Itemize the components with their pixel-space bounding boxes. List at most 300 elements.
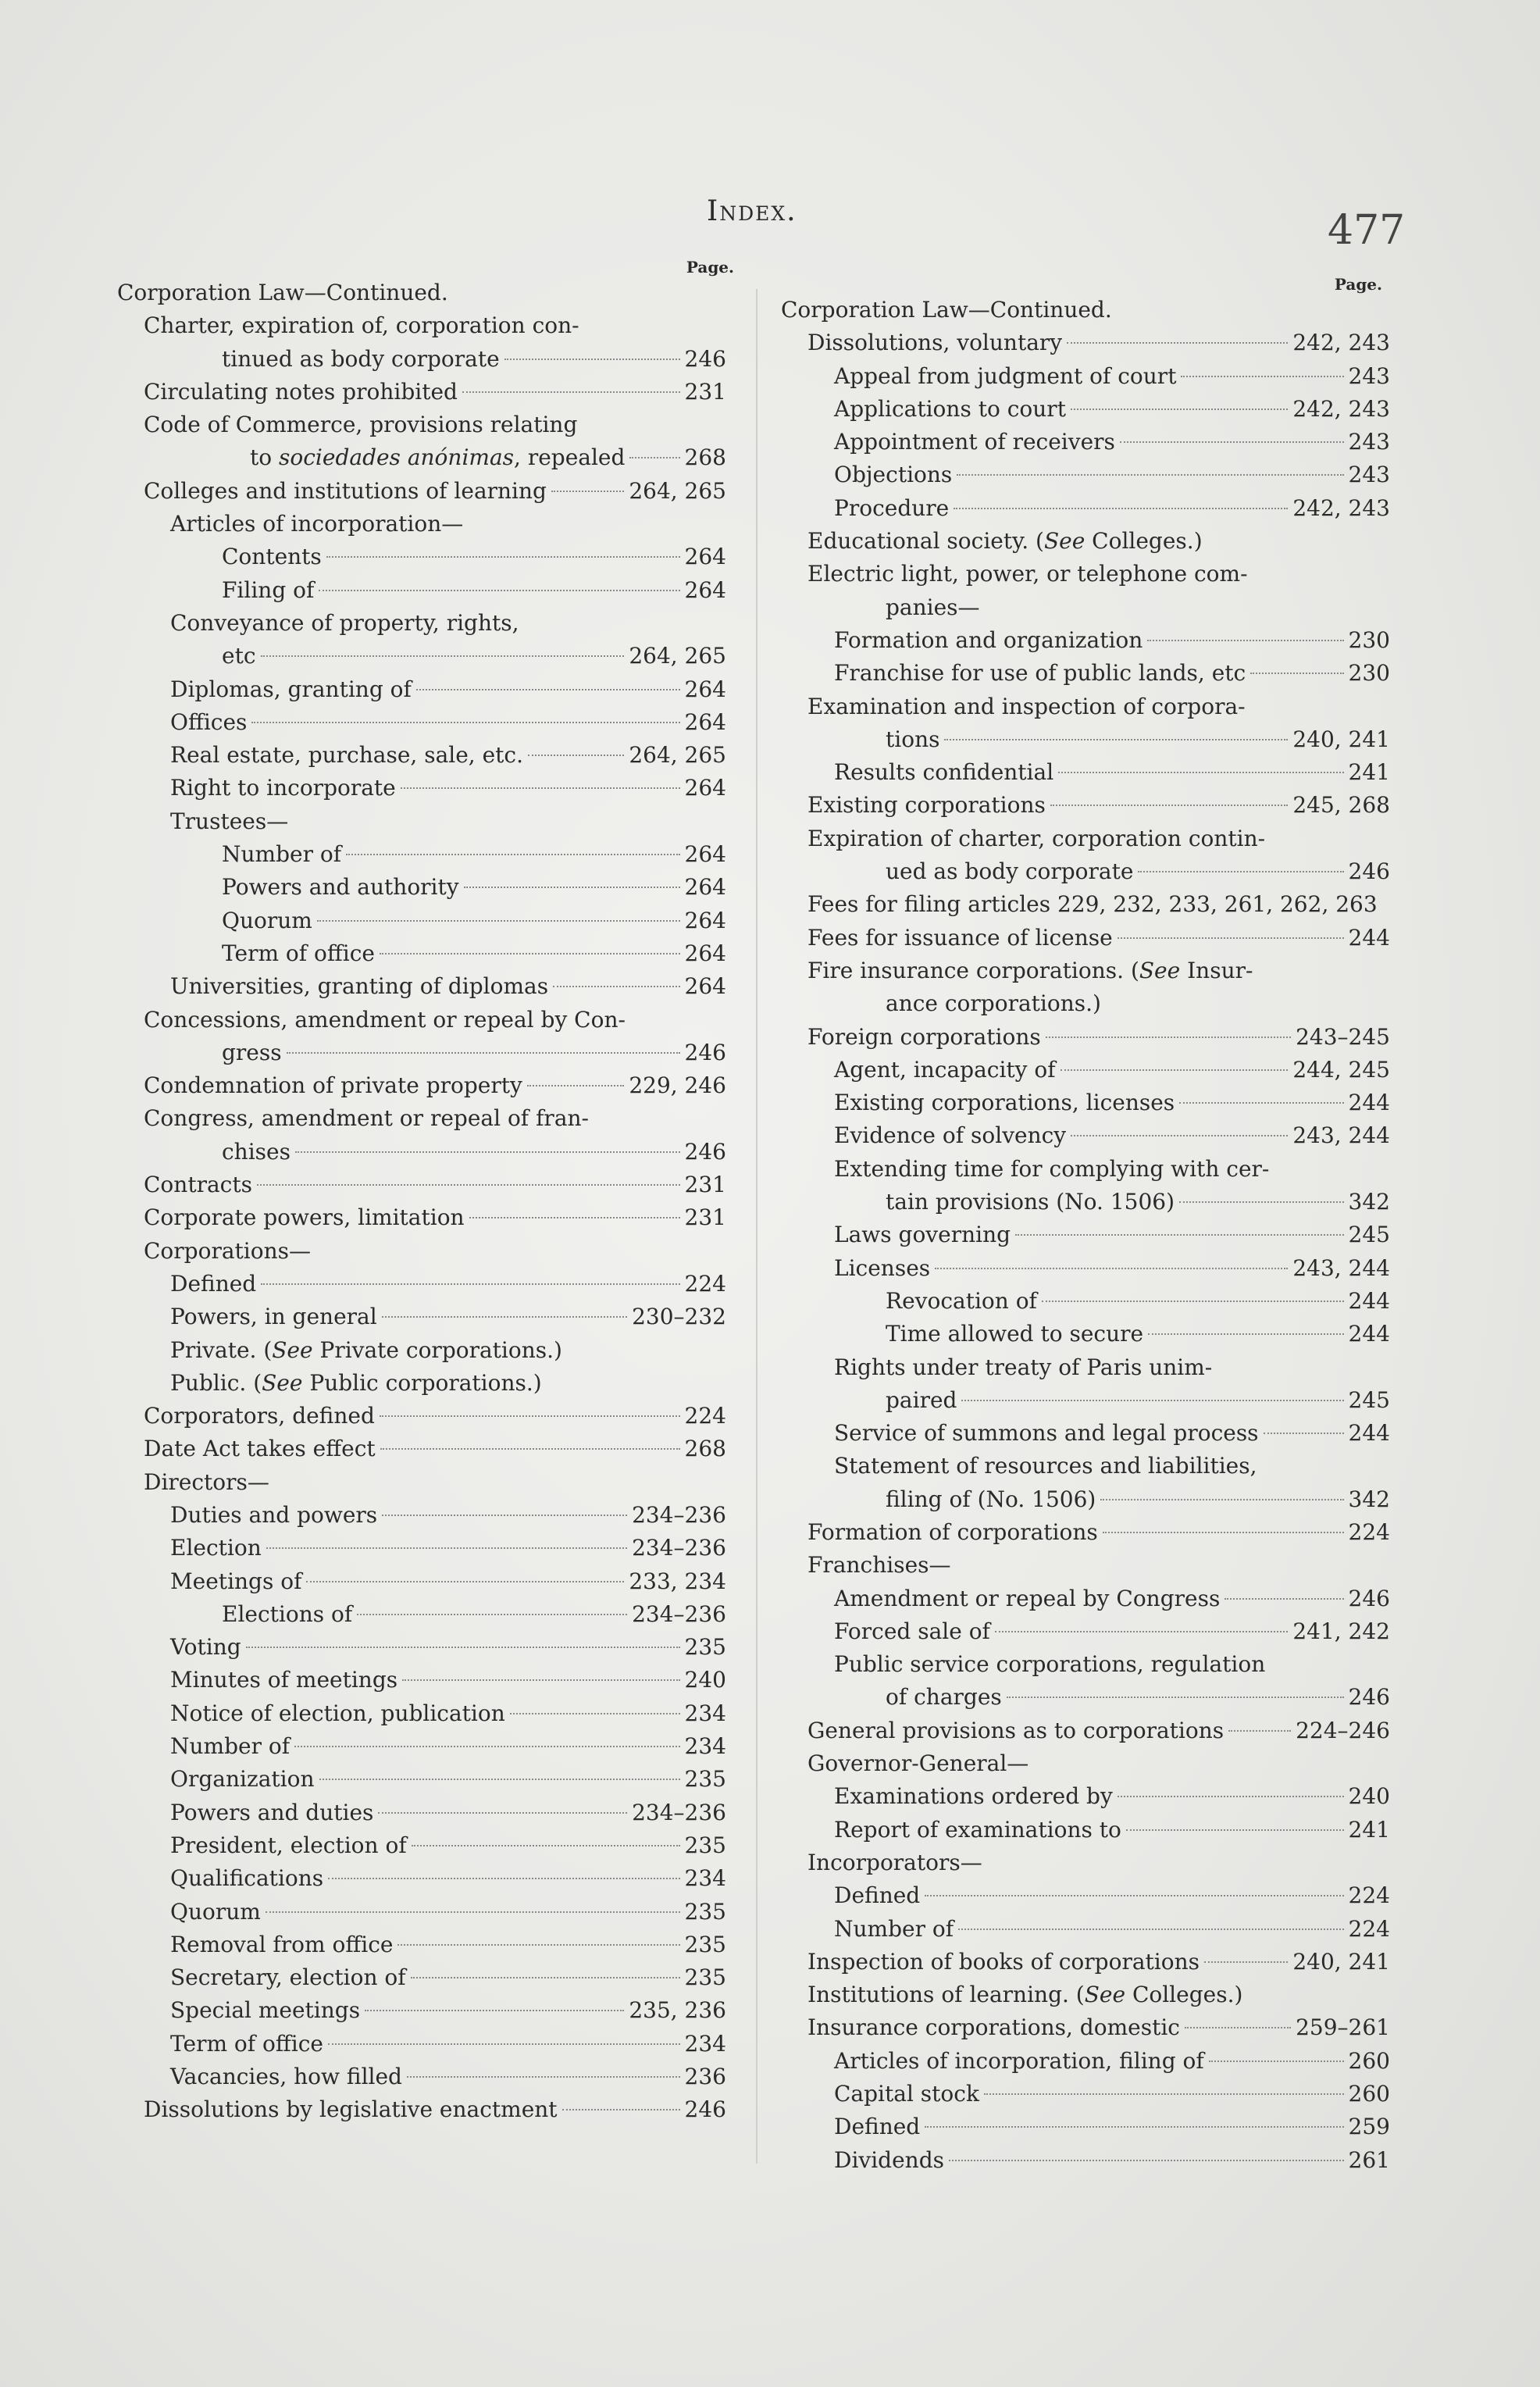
index-entry (781, 1054, 1390, 1086)
entry-text: Articles of incorporation, filing of (834, 2047, 1204, 2074)
index-entry (117, 1466, 726, 1499)
index-entry (781, 1285, 1390, 1318)
index-entry-text (170, 1268, 256, 1301)
dot-leader (551, 491, 624, 492)
page-reference: 231 (684, 1172, 726, 1198)
page-reference: 246 (684, 1138, 726, 1165)
page-reference: 244 (1348, 1090, 1390, 1116)
index-entry (781, 1582, 1390, 1615)
entry-text: Revocation of (886, 1287, 1037, 1314)
index-entry-text (781, 297, 1112, 323)
index-entry-text (170, 1929, 393, 1961)
entry-text: Articles of incorporation— (170, 511, 464, 537)
entry-text: Condemnation of private property (144, 1072, 522, 1099)
index-entry (781, 1946, 1390, 1978)
dot-leader (401, 787, 680, 789)
index-entry (781, 1814, 1390, 1846)
page-reference: 224 (1348, 1518, 1390, 1545)
entry-text: Objections (834, 462, 953, 488)
index-entry (117, 838, 726, 871)
entry-text: Defined (834, 2114, 921, 2140)
index-entry-text (170, 1961, 406, 1994)
page-reference: 245 (1348, 1222, 1390, 1248)
index-entry-text (144, 2093, 558, 2126)
entry-text: Special meetings (170, 1997, 361, 2024)
page-reference: 233, 234 (629, 1568, 726, 1594)
index-entry-text (170, 1370, 542, 1396)
entry-text: Diplomas, granting of (170, 676, 412, 702)
dot-leader (257, 1184, 680, 1186)
entry-text: Notice of election, publication (170, 1700, 505, 1726)
entry-text: Public service corporations, regulation (834, 1651, 1266, 1678)
entry-italic-text: sociedades anónimas (279, 444, 515, 471)
entry-text: Meetings of (170, 1568, 302, 1594)
page-reference: 234 (684, 1733, 726, 1760)
page-reference: 260 (1348, 2081, 1390, 2107)
page-reference: 264 (684, 841, 726, 868)
dot-leader (411, 1977, 680, 1978)
dot-leader (246, 1647, 680, 1648)
index-entry-text (834, 1582, 1220, 1615)
index-entry (781, 2078, 1390, 2110)
entry-text: Licenses (834, 1254, 931, 1281)
index-entry-text (834, 2110, 920, 2143)
index-entry (781, 2045, 1390, 2078)
index-entry-text (834, 2045, 1204, 2078)
page-reference: 236 (684, 2064, 726, 2090)
index-entry (117, 1697, 726, 1730)
index-entry-text (222, 541, 322, 573)
dot-leader (382, 1515, 627, 1516)
dot-leader (382, 1316, 627, 1318)
index-entry (117, 1004, 726, 1037)
entry-text: Institutions of learning. ( (807, 1982, 1085, 2008)
page-reference: 264 (684, 544, 726, 570)
entry-text: Foreign corporations (807, 1023, 1041, 1050)
entry-text: Statement of resources and liabilities, (834, 1453, 1257, 1479)
dot-leader (328, 1878, 679, 1879)
entry-text: Elections of (222, 1600, 353, 1627)
page-reference: 224 (684, 1403, 726, 1429)
page-reference: 224 (684, 1270, 726, 1297)
column-divider (756, 289, 758, 2164)
index-entry (781, 954, 1390, 987)
page-reference: 264, 265 (629, 477, 726, 504)
page-reference: 241 (1348, 1816, 1390, 1843)
entry-text: Franchises— (807, 1552, 951, 1579)
dot-leader (1181, 376, 1343, 377)
index-entry (117, 1201, 726, 1234)
index-entry-text (170, 1896, 261, 1929)
page-reference: 230–232 (632, 1304, 726, 1330)
index-entry (117, 1896, 726, 1929)
dot-leader (326, 556, 680, 558)
index-entry-text (834, 756, 1053, 789)
index-entry-text (170, 1301, 377, 1333)
index-entry-text (222, 1037, 282, 1069)
index-entry (117, 409, 726, 441)
entry-text: Defined (834, 1882, 921, 1909)
index-entry-text (807, 326, 1062, 359)
dot-leader (954, 508, 1288, 509)
index-entry (117, 1994, 726, 2027)
index-entry (781, 756, 1390, 789)
index-entry (117, 574, 726, 607)
index-entry-text (144, 1238, 311, 1264)
index-entry (117, 1069, 726, 1102)
entry-text: Fees for filing articles 229, 232, 233, 261, 262, 263 (807, 891, 1378, 918)
index-entry-text (834, 458, 952, 491)
entry-text: Offices (170, 708, 248, 735)
dot-leader (1225, 1598, 1343, 1600)
index-entry (781, 1780, 1390, 1813)
page-reference: 243 (1348, 362, 1390, 389)
page-reference: 240 (684, 1667, 726, 1693)
page-reference: 245 (1348, 1386, 1390, 1413)
index-entry-text (834, 1453, 1257, 1479)
page-reference: 342 (1348, 1486, 1390, 1512)
dot-leader (1050, 805, 1288, 806)
entry-text: Filing of (222, 576, 315, 603)
index-entry (117, 640, 726, 673)
index-entry-text (170, 673, 412, 706)
entry-text: Voting (170, 1634, 241, 1661)
dot-leader (365, 2010, 624, 2011)
index-entry-text (170, 1994, 360, 2027)
dot-leader (510, 1713, 680, 1714)
index-entry-text (834, 1651, 1265, 1677)
index-entry-text (222, 871, 459, 904)
index-entry (781, 1714, 1390, 1747)
index-entry (117, 2028, 726, 2061)
index-entry (781, 1252, 1390, 1285)
page-number: 477 (1328, 207, 1406, 254)
index-entry (781, 822, 1390, 855)
index-entry-text (807, 1850, 982, 1875)
entry-text: Insurance corporations, domestic (807, 2014, 1180, 2041)
dot-leader (1120, 441, 1344, 443)
entry-text: Trustees— (170, 808, 289, 834)
index-entry-text (807, 891, 1378, 917)
index-entry-text (222, 640, 256, 673)
page-reference: 245, 268 (1292, 792, 1390, 819)
index-entry (117, 937, 726, 970)
entry-text: Franchise for use of public lands, etc (834, 660, 1246, 687)
index-entry (117, 805, 726, 838)
page-reference: 234 (684, 2030, 726, 2057)
index-entry-text (144, 1007, 626, 1033)
entry-text: Capital stock (834, 2081, 979, 2107)
page-reference: 260 (1348, 2047, 1390, 2074)
dot-leader (1204, 1961, 1288, 1963)
dot-leader (1071, 1135, 1288, 1136)
index-entry (117, 772, 726, 805)
page-reference: 235 (684, 1766, 726, 1793)
index-entry-text (807, 1946, 1200, 1978)
entry-text: Expiration of charter, corporation contin- (807, 825, 1266, 851)
dot-leader (295, 1151, 680, 1153)
index-entry-text (807, 1516, 1098, 1549)
entry-text: Term of office (222, 940, 375, 966)
dot-leader (562, 2109, 680, 2110)
page-reference: 246 (684, 1039, 726, 1065)
page-reference: 264 (684, 576, 726, 603)
index-entry (781, 1549, 1390, 1582)
index-entry (781, 723, 1390, 756)
dot-leader (1067, 342, 1288, 344)
page-reference: 230 (1348, 626, 1390, 653)
index-entry-text (250, 441, 625, 474)
entry-text-continued: Public corporations.) (302, 1369, 542, 1396)
index-entry (117, 1235, 726, 1268)
index-entry (117, 1268, 726, 1301)
index-entry-text (886, 1384, 957, 1417)
index-entry-text (170, 1829, 407, 1862)
page-reference: 224 (1348, 1882, 1390, 1909)
index-entry (781, 558, 1390, 591)
index-entry-text (144, 412, 577, 437)
index-entry (117, 739, 726, 772)
page-reference: 240, 241 (1292, 1948, 1390, 1975)
entry-text-continued: Colleges.) (1125, 1982, 1243, 2008)
dot-leader (957, 474, 1343, 476)
entry-text: gress (222, 1039, 282, 1065)
index-entry (117, 1334, 726, 1367)
index-entry-text (170, 1697, 505, 1730)
index-entry-text (834, 1913, 954, 1946)
page-reference: 231 (684, 378, 726, 405)
dot-leader (1147, 640, 1343, 641)
index-entry-text (834, 1814, 1121, 1846)
index-entry (781, 1648, 1390, 1681)
entry-text: Existing corporations (807, 792, 1046, 819)
page-reference: 235 (684, 1964, 726, 1991)
dot-leader (407, 2076, 680, 2078)
index-entry (781, 1615, 1390, 1648)
entry-text: tions (886, 726, 940, 752)
page-reference: 235, 236 (629, 1997, 726, 2024)
page-reference: 241, 242 (1292, 1618, 1390, 1644)
index-entry-text (170, 1565, 301, 1598)
dot-leader (1148, 1333, 1343, 1335)
entry-text-continued: Insur- (1180, 957, 1253, 983)
dot-leader (1061, 1069, 1289, 1071)
page-reference: 235 (684, 1634, 726, 1661)
dot-leader (1250, 673, 1343, 674)
index-entry-text (834, 2078, 979, 2110)
index-entry (781, 922, 1390, 954)
index-entry-text (807, 789, 1046, 822)
page-reference: 240, 241 (1292, 726, 1390, 752)
entry-text: Powers, in general (170, 1304, 377, 1330)
index-entry-text (170, 610, 519, 636)
entry-text: Right to incorporate (170, 775, 396, 801)
dot-leader (527, 1085, 624, 1086)
index-entry-text (170, 1730, 290, 1763)
entry-text: Examinations ordered by (834, 1783, 1113, 1810)
index-entry (781, 888, 1390, 921)
dot-leader (984, 2093, 1344, 2095)
entry-text: etc (222, 643, 256, 669)
dot-leader (287, 1052, 680, 1054)
index-entry (781, 1846, 1390, 1879)
entry-text: tinued as body corporate (222, 345, 500, 372)
entry-text: Concessions, amendment or repeal by Con- (144, 1006, 626, 1033)
dot-leader (412, 1845, 680, 1846)
index-entry (781, 657, 1390, 690)
index-entry (117, 706, 726, 739)
page-reference: 268 (684, 444, 726, 471)
page-reference: 235 (684, 1931, 726, 1957)
entry-text: Organization (170, 1766, 315, 1793)
entry-text: Fire insurance corporations. ( (807, 957, 1139, 983)
entry-text: Powers and duties (170, 1799, 374, 1825)
dot-leader (402, 1679, 679, 1681)
index-entry-text (807, 922, 1113, 954)
page-reference: 234–236 (632, 1535, 726, 1561)
dot-leader (251, 722, 679, 723)
index-entry (117, 475, 726, 508)
entry-italic-text: See (1139, 957, 1181, 983)
dot-leader (1118, 937, 1344, 939)
index-entry-text (807, 528, 1203, 554)
index-entry (781, 1483, 1390, 1516)
index-entry (781, 360, 1390, 393)
page-reference: 264, 265 (629, 643, 726, 669)
entry-text: Evidence of solvency (834, 1122, 1067, 1149)
entry-text: Powers and authority (222, 874, 459, 901)
index-entry (781, 426, 1390, 458)
dot-leader (294, 1746, 679, 1747)
page-reference: 240 (1348, 1783, 1390, 1810)
dot-leader (1103, 1532, 1344, 1533)
page-reference: 243 (1348, 462, 1390, 488)
page-reference: 244, 245 (1292, 1056, 1390, 1083)
index-entry-text (834, 657, 1246, 690)
dot-leader (317, 920, 680, 922)
entry-text: Quorum (222, 907, 312, 933)
dot-leader (380, 1415, 680, 1417)
page-reference: 264 (684, 907, 726, 933)
index-entry-text (834, 1218, 1011, 1251)
entry-text: Qualifications (170, 1865, 324, 1892)
index-entry-text (222, 1136, 291, 1169)
index-entry-text (117, 280, 448, 305)
entry-text: of charges (886, 1684, 1002, 1711)
dot-leader (464, 887, 680, 888)
entry-text: Corporators, defined (144, 1403, 375, 1429)
dot-leader (1179, 1201, 1344, 1203)
page-reference: 234 (684, 1865, 726, 1892)
index-entry (117, 1169, 726, 1201)
entry-text: Contents (222, 544, 322, 570)
index-entry (117, 541, 726, 573)
entry-text: Public. ( (170, 1369, 262, 1396)
entry-text: Extending time for complying with cer- (834, 1155, 1270, 1182)
index-entry (117, 343, 726, 376)
entry-text: Date Act takes effect (144, 1436, 376, 1462)
index-entry (117, 1565, 726, 1598)
page-reference: 230 (1348, 660, 1390, 687)
dot-leader (416, 689, 680, 690)
index-entry (117, 1796, 726, 1829)
entry-italic-text: See (1043, 528, 1085, 555)
index-entry-text (834, 1054, 1056, 1086)
entry-text: Incorporators— (807, 1849, 982, 1875)
page-reference: 264 (684, 775, 726, 801)
index-entry-text (170, 2028, 323, 2061)
index-entry-text (886, 855, 1133, 888)
index-entry (781, 2110, 1390, 2143)
dot-leader (1100, 1499, 1343, 1500)
entry-text: Colleges and institutions of learning (144, 477, 547, 504)
dot-leader (935, 1268, 1288, 1269)
index-entry (781, 855, 1390, 888)
page-reference: 259 (1348, 2114, 1390, 2140)
index-entry-text (222, 343, 500, 376)
index-entry (117, 904, 726, 937)
index-entry-text (170, 706, 247, 739)
entry-text: Number of (170, 1733, 291, 1760)
entry-text: Report of examinations to (834, 1816, 1121, 1843)
index-entry (117, 1961, 726, 1994)
dot-leader (1179, 1102, 1343, 1104)
entry-text: Formation of corporations (807, 1518, 1098, 1545)
index-entry (117, 441, 726, 474)
index-entry (781, 1681, 1390, 1714)
dot-leader (528, 755, 624, 756)
page-reference: 264 (684, 676, 726, 702)
page-reference: 261 (1348, 2146, 1390, 2173)
dot-leader (629, 457, 679, 458)
index-entry (781, 326, 1390, 359)
dot-leader (1046, 1037, 1291, 1038)
dot-leader (319, 590, 679, 591)
index-entry (117, 871, 726, 904)
index-entry-text (170, 970, 548, 1003)
entry-text: ued as body corporate (886, 858, 1134, 885)
index-entry (781, 690, 1390, 723)
entry-text: Laws governing (834, 1222, 1011, 1248)
index-entry (781, 1218, 1390, 1251)
index-entry (781, 1913, 1390, 1946)
index-entry-text (144, 1201, 465, 1234)
index-entry (117, 309, 726, 342)
page-reference: 244 (1348, 1420, 1390, 1447)
page-reference: 246 (684, 2096, 726, 2123)
index-entry (781, 591, 1390, 624)
entry-text: Defined (170, 1270, 257, 1297)
index-entry-text (834, 1879, 920, 1912)
page-column-label: Page. (1334, 275, 1382, 294)
dot-leader (380, 1448, 680, 1450)
entry-italic-text: See (272, 1336, 313, 1363)
index-entry (781, 458, 1390, 491)
index-entry (117, 2093, 726, 2126)
index-entry-text (834, 1615, 990, 1648)
entry-italic-text: See (262, 1369, 303, 1396)
entry-text: Dissolutions by legislative enactment (144, 2096, 558, 2123)
dot-leader (380, 953, 680, 954)
index-entry (117, 1499, 726, 1532)
index-entry-text (144, 475, 547, 508)
index-entry-text (834, 393, 1066, 426)
index-entry (781, 294, 1390, 326)
dot-leader (1007, 1697, 1344, 1698)
dot-leader (1264, 1433, 1344, 1434)
dot-leader (397, 1944, 679, 1946)
index-entry-text (170, 1532, 262, 1565)
